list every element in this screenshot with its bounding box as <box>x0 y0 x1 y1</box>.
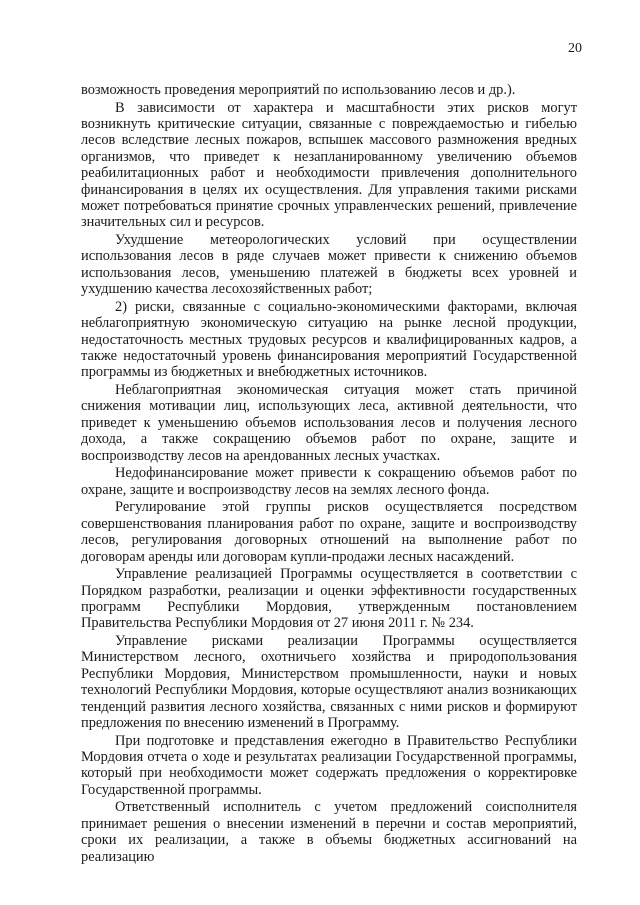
paragraph: Ответственный исполнитель с учетом предложений соисполнителя принимает решения о внесении изменений в перечни и состав мероприятий, сроки их реализации, а также в объемы бюджетных ассигнований на реализацию <box>81 799 577 865</box>
paragraph: Управление реализацией Программы осуществляется в соответствии с Порядком разработки, реализации и оценки эффективности государственных программ Республики Мордовия, утвержденным постановлением Правительства Республики Мордовия от 27 июня 2011 г. № 234. <box>81 566 577 632</box>
paragraph: возможность проведения мероприятий по использованию лесов и др.). <box>81 82 516 98</box>
page-number: 20 <box>568 41 582 56</box>
paragraph: Недофинансирование может привести к сокращению объемов работ по охране, защите и воспроизводству лесов на землях лесного фонда. <box>81 465 577 498</box>
paragraph: Управление рисками реализации Программы осуществляется Министерством лесного, охотничьего хозяйства и природопользования Республики Мордовия, Министерством промышленности, науки и новых технологий Республики Мордовия, которые осуществляют анализ возникающих тенденций развития лесного хозяйства, связанных с ними рисков и формируют предложения по внесению изменений в Программу. <box>81 632 577 731</box>
paragraph: Регулирование этой группы рисков осуществляется посредством совершенствования планирования работ по охране, защите и воспроизводству лесов, регулирования договорных отношений на выполнение работ по договорам аренды или договорам купли-продажи лесных насаждений. <box>81 499 577 565</box>
paragraph: При подготовке и представления ежегодно в Правительство Республики Мордовия отчета о ходе и результатах реализации Государственной программы, который при необходимости может содержать предложения о корректировке Государственной программы. <box>81 732 577 798</box>
paragraph: В зависимости от характера и масштабности этих рисков могут возникнуть критические ситуации, связанные с повреждаемостью и гибелью лесов вследствие лесных пожаров, вспышек массового размножения вредных организмов, что приведет к незапланированному увеличению объемов реабилитационных работ и необходимости привлечения дополнительного финансирования в целях их осуществления. Для управления такими рисками может потребоваться принятие срочных управленческих решений, привлечение значительных сил и ресурсов. <box>81 99 577 231</box>
paragraph: Ухудшение метеорологических условий при осуществлении использования лесов в ряде случаев может привести к снижению объемов использования лесов, уменьшению платежей в бюджеты всех уровней и ухудшению качества лесохозяйственных работ; <box>81 232 577 298</box>
paragraph: 2) риски, связанные с социально-экономическими факторами, включая неблагоприятную экономическую ситуацию на рынке лесной продукции, недостаточность местных трудовых ресурсов и квалифицированных кадров, а также недостаточный уровень финансирования мероприятий Государственной программы из бюджетных и внебюджетных источников. <box>81 298 577 381</box>
paragraph: Неблагоприятная экономическая ситуация может стать причиной снижения мотивации лиц, использующих леса, активной деятельности, что приведет к уменьшению объемов использования лесов и получения лесного дохода, а также сокращению объемов работ по охране, защите и воспроизводству лесов на арендованных лесных участках. <box>81 382 577 464</box>
document-body <box>81 82 577 866</box>
